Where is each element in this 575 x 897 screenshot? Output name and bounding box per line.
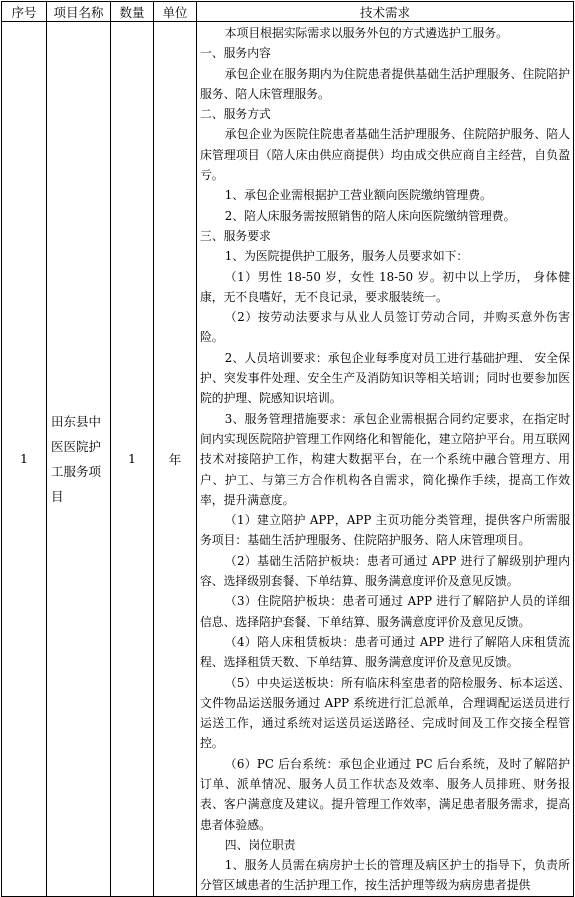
cell-quantity: 1 — [111, 22, 154, 897]
header-tech-requirements: 技术需求 — [197, 2, 574, 22]
tech-paragraph: 二、服务方式 — [200, 107, 271, 122]
table-row — [2, 22, 574, 897]
tech-paragraph: 本项目根据实际需求以服务外包的方式遴选护工服务。 — [224, 26, 508, 40]
cell-tech-requirements — [197, 22, 574, 897]
requirements-table — [1, 1, 574, 897]
cell-index: 1 — [2, 22, 47, 897]
cell-unit: 年 — [154, 22, 197, 897]
tech-paragraph: 一、服务内容 — [200, 46, 271, 61]
tech-paragraph: 承包企业在服务期内为住院患者提供基础生活护理服务、住院陪护服务、陪人床管理服务。 — [200, 66, 570, 101]
header-project-name: 项目名称 — [47, 2, 111, 22]
cell-project-name: 田东县中医医院护工服务项目 — [47, 22, 111, 897]
tech-paragraph: （4）陪人床租赁板块：患者可通过 APP 进行了解陪人床租赁流程、选择租赁天数、下单结算、服务满意度评价及意见反馈。 — [200, 634, 570, 670]
tech-paragraph: 1、为医院提供护工服务，服务人员要求如下： — [224, 249, 469, 264]
tech-paragraph: （6）PC 后台系统：承包企业通过 PC 后台系统，及时了解陪护订单、派单情况、服务人员工作状态及效率、服务人员排班、财务报表、客户满意度及建议。提升管理工作效率，满足患者服务需求，提高患者体验感。 — [200, 756, 570, 832]
tech-paragraph: 四、岗位职责 — [224, 837, 296, 852]
header-unit: 单位 — [154, 2, 197, 22]
tech-paragraph: 2、陪人床服务需按照销售的陪人床向医院缴纳管理费。 — [224, 208, 516, 223]
tech-paragraph: 承包企业为医院住院患者基础生活护理服务、住院陪护服务、陪人床管理项目（陪人床由供应商提供）均由成交供应商自主经营，自负盈亏。 — [200, 127, 570, 183]
tech-paragraph: （1）男性 18-50 岁，女性 18-50 岁。初中以上学历， 身体健康，无不良嗜好，无不良记录，要求服装统一。 — [200, 269, 570, 304]
tech-paragraph: （2）基础生活陪护板块：患者可通过 APP 进行了解级别护理内容、选择级别套餐、下单结算、服务满意度评价及意见反馈。 — [200, 553, 570, 589]
header-quantity: 数量 — [111, 2, 154, 22]
tech-requirements-text — [200, 23, 570, 896]
tech-paragraph: 三、服务要求 — [200, 228, 271, 243]
tech-paragraph: 1、承包企业需根据护工营业额向医院缴纳管理费。 — [224, 188, 492, 203]
tech-paragraph: 1、服务人员需在病房护士长的管理及病区护士的指导下，负责所分管区域患者的生活护理工作，按生活护理等级为病房患者提供 — [200, 858, 570, 893]
tech-paragraph: 3、服务管理措施要求：承包企业需根据合同约定要求，在指定时间内实现医院陪护管理工作网络化和智能化，建立陪护平台。用互联网技术对接陪护工作，构建大数据平台，在一个系统中融合管理方、用户、护工、与第三方合作机构各自需求，简化操作手续，提高工作效率，提升满意度。 — [200, 411, 570, 507]
tech-paragraph: （1）建立陪护 APP，APP 主页功能分类管理，提供客户所需服务项目：基础生活护理服务、住院陪护服务、陪人床管理项目。 — [200, 513, 570, 548]
tech-paragraph: 2、人员培训要求：承包企业每季度对员工进行基础护理、 安全保护、突发事件处理、安全生产及消防知识等相关培训；同时也要参加医院的护理、院感知识培训。 — [200, 350, 570, 406]
tech-paragraph: （5）中央运送板块：所有临床科室患者的陪检服务、标本运送、文件物品运送服务通过 APP 系统进行汇总派单，合理调配运送员进行运送工作，通过系统对运送员运送路径、完成时间及工作交接全程管控。 — [200, 675, 570, 751]
tech-paragraph: （3）住院陪护板块：患者可通过 APP 进行了解陪护人员的详细信息、选择陪护套餐、下单结算、服务满意度评价及意见反馈。 — [200, 594, 570, 629]
header-index: 序号 — [2, 2, 47, 22]
header-row — [2, 2, 574, 22]
tech-paragraph: （2）按劳动法要求与从业人员签订劳动合同，并购买意外伤害险。 — [200, 310, 570, 345]
